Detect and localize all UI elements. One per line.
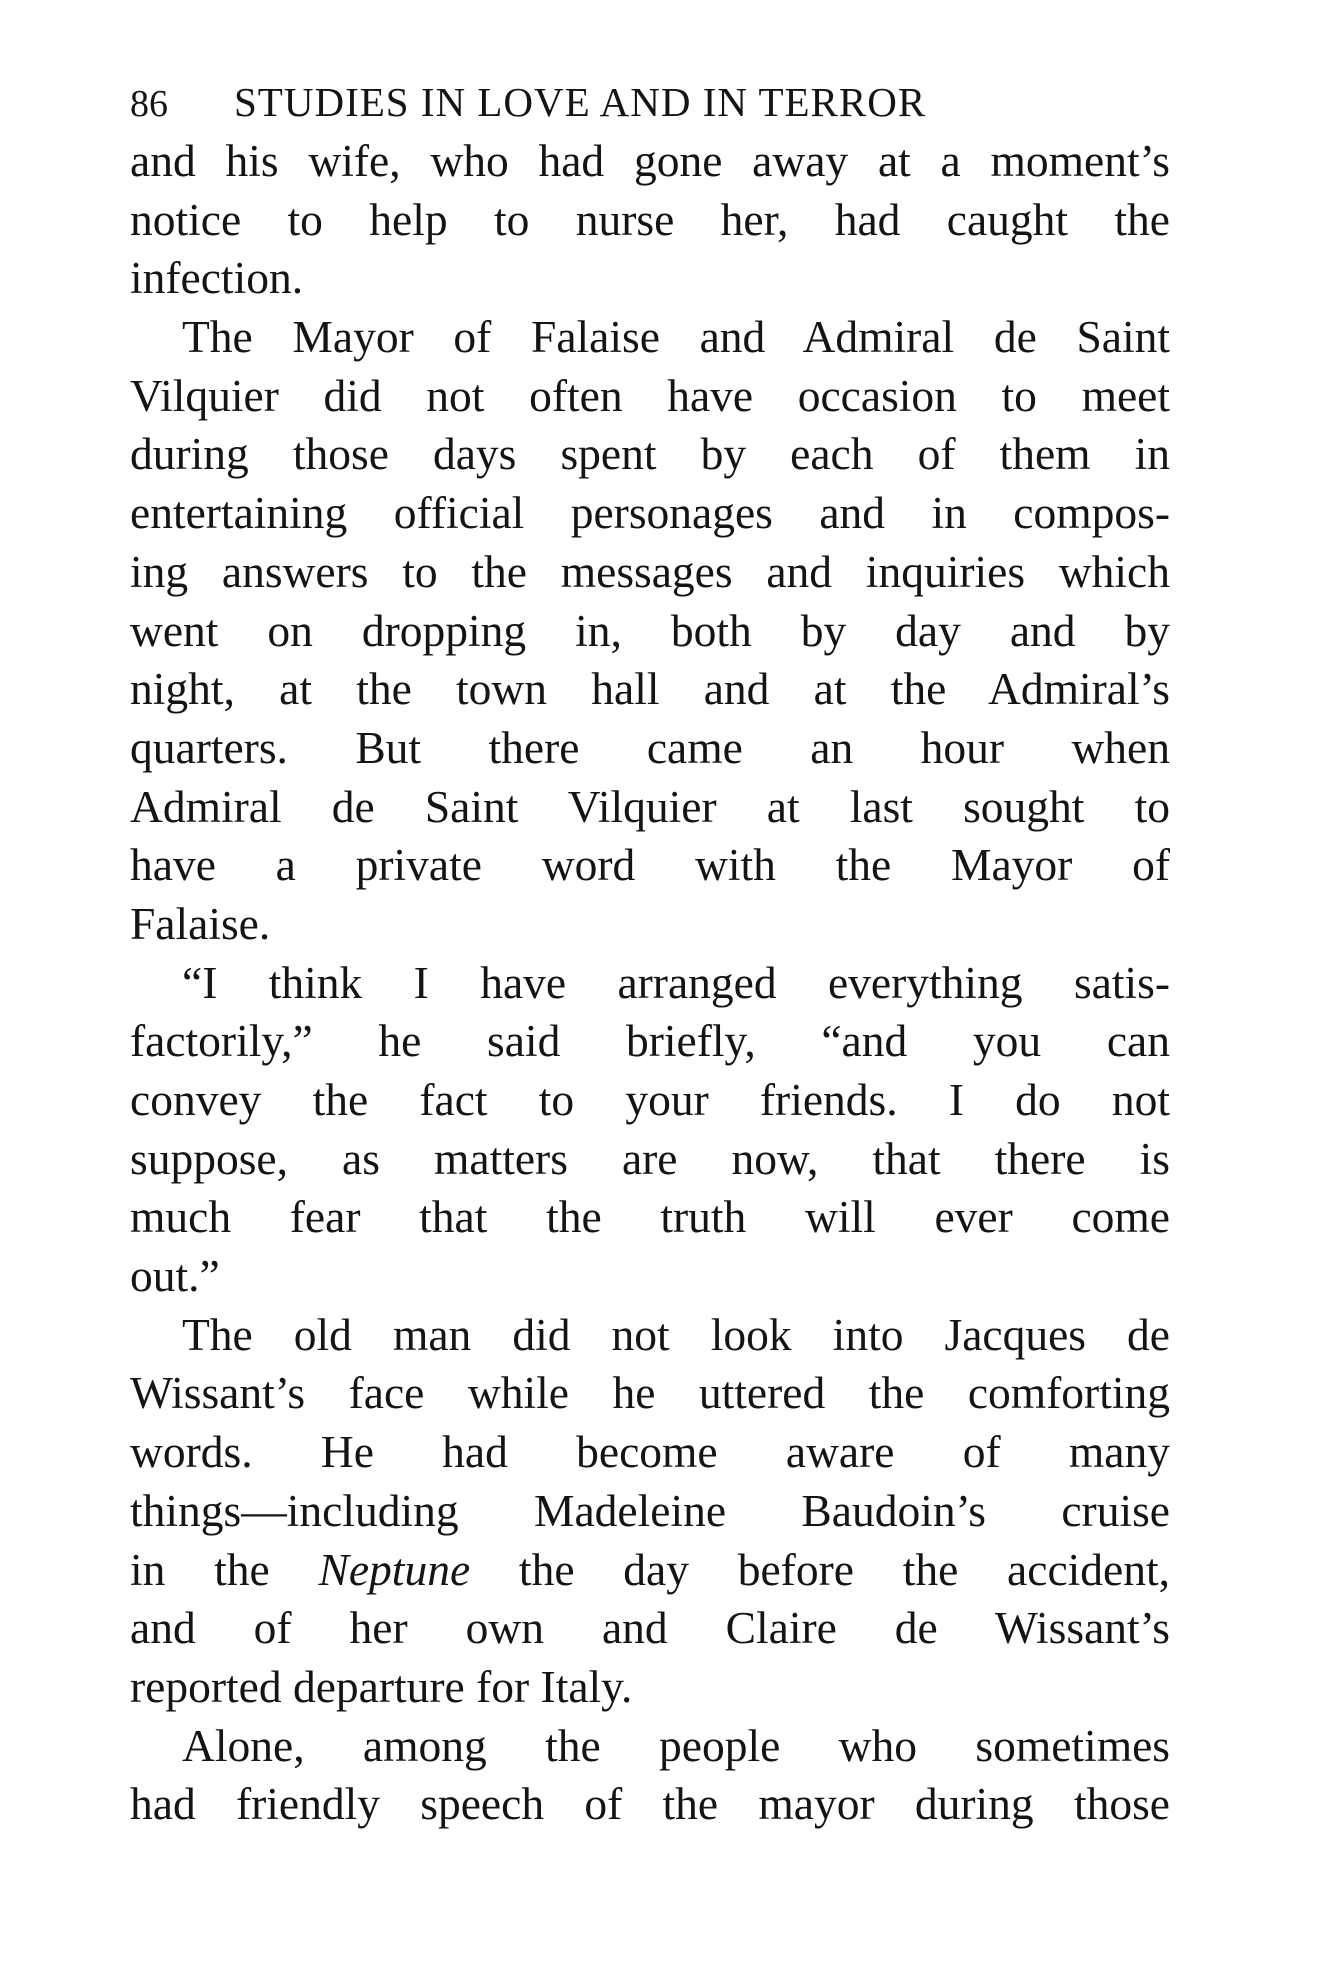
text-line: suppose, as matters are now, that there is bbox=[130, 1132, 1170, 1184]
text-line: entertaining official personages and in compos- bbox=[130, 487, 1170, 539]
text-line: The Mayor of Falaise and Admiral de Saint bbox=[182, 311, 1170, 363]
text-line: ing answers to the messages and inquiries which bbox=[130, 545, 1170, 597]
text-line: reported departure for Italy. bbox=[130, 1660, 633, 1712]
text-line: out.” bbox=[130, 1250, 220, 1302]
text-line: and his wife, who had gone away at a moment’s bbox=[130, 135, 1170, 186]
text-line: words. He had become aware of many bbox=[130, 1426, 1170, 1478]
text-line: had friendly speech of the mayor during those bbox=[130, 1778, 1170, 1830]
text-line: The old man did not look into Jacques de bbox=[182, 1308, 1170, 1360]
text-segment: the day before the accident, bbox=[470, 1543, 1170, 1595]
text-line: things—including Madeleine Baudoin’s cruise bbox=[130, 1484, 1170, 1536]
text-line: have a private word with the Mayor of bbox=[130, 839, 1170, 891]
running-title: STUDIES IN LOVE AND IN TERROR bbox=[234, 79, 927, 125]
body-text bbox=[130, 132, 1170, 1834]
text-line: Admiral de Saint Vilquier at last sought to bbox=[130, 780, 1170, 832]
running-head bbox=[130, 78, 1170, 126]
text-line: infection. bbox=[130, 252, 304, 304]
text-line: quarters. But there came an hour when bbox=[130, 721, 1170, 773]
page-number: 86 bbox=[130, 83, 168, 125]
text-line bbox=[130, 1541, 1170, 1600]
text-line: much fear that the truth will ever come bbox=[130, 1191, 1170, 1243]
text-line: Vilquier did not often have occasion to meet bbox=[130, 369, 1170, 421]
ship-name-italic: Neptune bbox=[318, 1543, 471, 1595]
text-line: and of her own and Claire de Wissant’s bbox=[130, 1602, 1170, 1654]
text-line: during those days spent by each of them in bbox=[130, 428, 1170, 480]
text-line: Falaise. bbox=[130, 897, 271, 949]
text-segment: in the bbox=[130, 1543, 319, 1595]
text-line: convey the fact to your friends. I do not bbox=[130, 1074, 1170, 1125]
text-line: Alone, among the people who sometimes bbox=[182, 1719, 1170, 1771]
text-line: night, at the town hall and at the Admiral’s bbox=[130, 663, 1170, 715]
text-line: notice to help to nurse her, had caught the bbox=[130, 193, 1170, 245]
book-page bbox=[130, 78, 1170, 1834]
text-line: factorily,” he said briefly, “and you can bbox=[130, 1015, 1170, 1067]
text-line: went on dropping in, both by day and by bbox=[130, 604, 1170, 656]
text-line: “I think I have arranged everything satis- bbox=[182, 956, 1170, 1008]
text-line: Wissant’s face while he uttered the comforting bbox=[130, 1367, 1170, 1419]
